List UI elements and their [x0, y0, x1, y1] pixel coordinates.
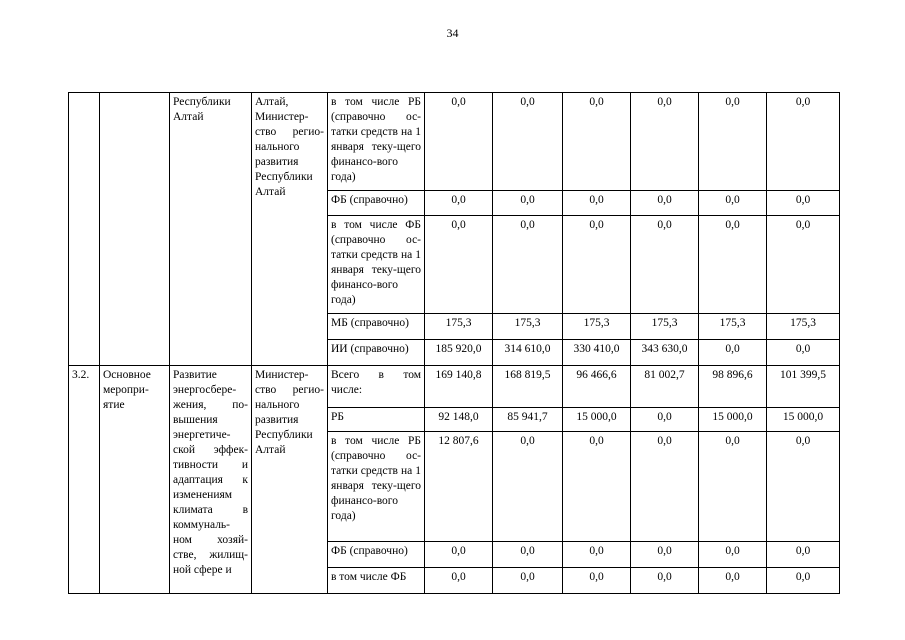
value-cell: 15 000,0	[563, 408, 631, 432]
funding-source-cell: в том числе ФБ	[328, 568, 425, 594]
value-cell: 101 399,5	[767, 366, 840, 408]
value-cell: 169 140,8	[425, 366, 493, 408]
value-cell: 0,0	[767, 568, 840, 594]
value-cell: 85 941,7	[493, 408, 563, 432]
funding-source-cell: РБ	[328, 408, 425, 432]
funding-source-cell: ИИ (справочно)	[328, 340, 425, 366]
funding-source-cell: ФБ (справочно)	[328, 191, 425, 216]
value-cell: 15 000,0	[767, 408, 840, 432]
value-cell: 0,0	[699, 568, 767, 594]
value-cell: 168 819,5	[493, 366, 563, 408]
value-cell: 175,3	[699, 314, 767, 340]
value-cell: 0,0	[699, 340, 767, 366]
value-cell: 175,3	[493, 314, 563, 340]
funding-source-cell: ФБ (справочно)	[328, 542, 425, 568]
value-cell: 0,0	[493, 216, 563, 314]
value-cell: 0,0	[563, 542, 631, 568]
value-cell: 0,0	[699, 216, 767, 314]
value-cell: 0,0	[493, 93, 563, 191]
value-cell: 314 610,0	[493, 340, 563, 366]
funding-source-cell: МБ (справочно)	[328, 314, 425, 340]
value-cell: 92 148,0	[425, 408, 493, 432]
value-cell: 175,3	[631, 314, 699, 340]
value-cell: 0,0	[767, 542, 840, 568]
value-cell: 0,0	[699, 432, 767, 542]
value-cell: 15 000,0	[699, 408, 767, 432]
funding-source-cell: в том числе РБ (справочно ос-татки средств на 1 января теку-щего финансо-вого года)	[328, 93, 425, 191]
page-number: 34	[446, 26, 459, 40]
value-cell: 12 807,6	[425, 432, 493, 542]
value-cell: 0,0	[425, 191, 493, 216]
value-cell: 0,0	[631, 93, 699, 191]
value-cell: 0,0	[699, 542, 767, 568]
value-cell: 0,0	[425, 542, 493, 568]
value-cell: 0,0	[563, 432, 631, 542]
value-cell: 0,0	[767, 93, 840, 191]
value-cell: 0,0	[425, 93, 493, 191]
value-cell: 0,0	[563, 216, 631, 314]
value-cell: 0,0	[493, 191, 563, 216]
table-row	[69, 93, 840, 191]
value-cell: 0,0	[493, 568, 563, 594]
value-cell: 96 466,6	[563, 366, 631, 408]
value-cell: 0,0	[631, 216, 699, 314]
value-cell: 0,0	[563, 568, 631, 594]
value-cell: 0,0	[767, 216, 840, 314]
value-cell: 0,0	[563, 191, 631, 216]
value-cell: 81 002,7	[631, 366, 699, 408]
program-financing-table	[68, 92, 840, 594]
funding-source-cell: в том числе РБ (справочно ос-татки средств на 1 января теку-щего финансо-вого года)	[328, 432, 425, 542]
value-cell: 343 630,0	[631, 340, 699, 366]
executor-cell: Министер-ство регио-нального развития Республики Алтай	[252, 366, 328, 594]
value-cell: 175,3	[563, 314, 631, 340]
value-cell: 0,0	[493, 432, 563, 542]
value-cell: 0,0	[493, 542, 563, 568]
value-cell: 0,0	[425, 216, 493, 314]
item-number-cell	[69, 93, 100, 366]
funding-source-cell: Всего в том числе:	[328, 366, 425, 408]
value-cell: 0,0	[631, 568, 699, 594]
value-cell: 0,0	[563, 93, 631, 191]
value-cell: 0,0	[767, 340, 840, 366]
value-cell: 175,3	[767, 314, 840, 340]
value-cell: 0,0	[631, 408, 699, 432]
value-cell: 185 920,0	[425, 340, 493, 366]
item-number-cell: 3.2.	[69, 366, 100, 594]
value-cell: 0,0	[631, 432, 699, 542]
item-name-cell: Республики Алтай	[170, 93, 252, 366]
value-cell: 330 410,0	[563, 340, 631, 366]
value-cell: 98 896,6	[699, 366, 767, 408]
table-row	[69, 366, 840, 408]
value-cell: 175,3	[425, 314, 493, 340]
value-cell: 0,0	[631, 191, 699, 216]
value-cell: 0,0	[631, 542, 699, 568]
value-cell: 0,0	[425, 568, 493, 594]
item-name-cell: Развитие энергосбере-жения, по-вышения энергетиче-ской эффек-тивности и адаптация к изменениям климата в коммуналь-ном хозяй-стве, жилищ-ной сфере и	[170, 366, 252, 594]
value-cell: 0,0	[699, 93, 767, 191]
executor-cell: Алтай, Министер-ство регио-нального развития Республики Алтай	[252, 93, 328, 366]
value-cell: 0,0	[767, 432, 840, 542]
value-cell: 0,0	[767, 191, 840, 216]
value-cell: 0,0	[699, 191, 767, 216]
item-kind-cell	[100, 93, 170, 366]
funding-source-cell: в том числе ФБ (справочно ос-татки средств на 1 января теку-щего финансо-вого года)	[328, 216, 425, 314]
item-kind-cell: Основное меропри-ятие	[100, 366, 170, 594]
